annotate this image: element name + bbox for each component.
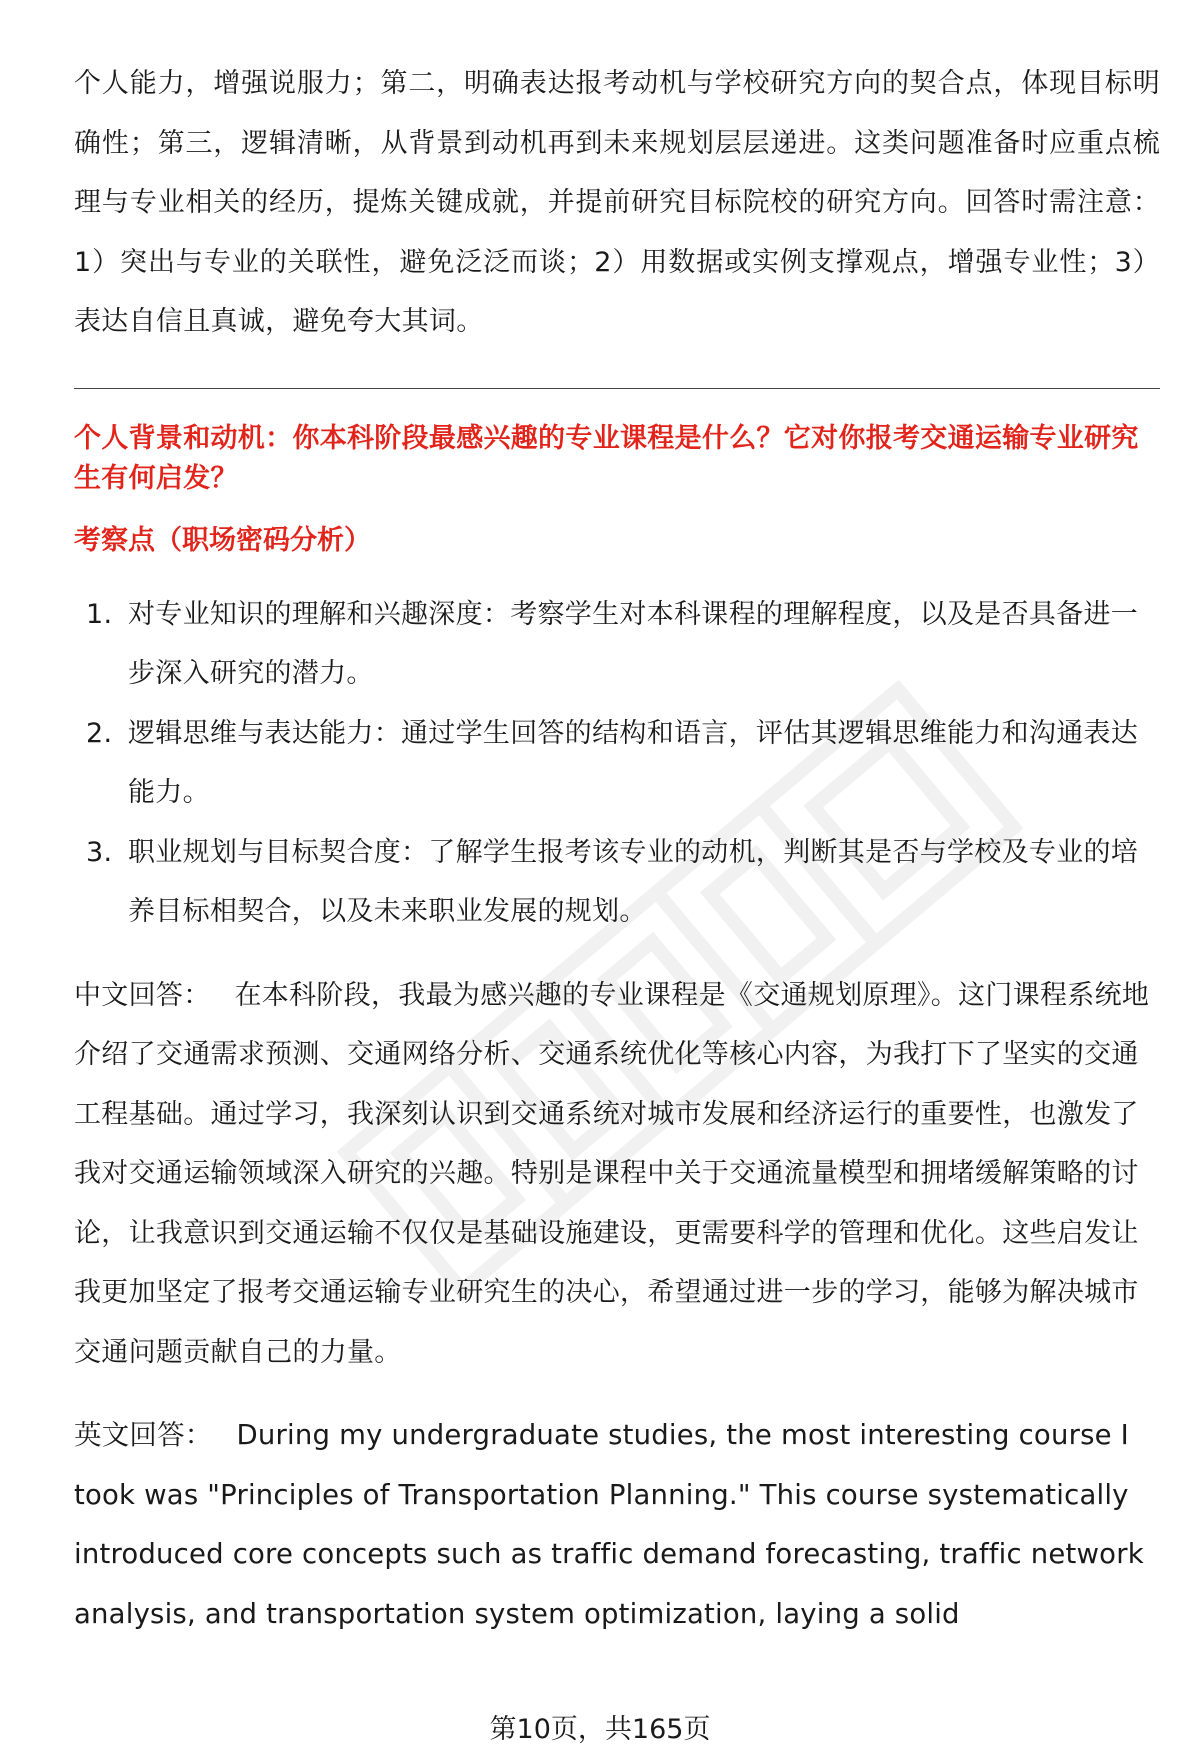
page-content (74, 54, 1160, 1644)
list-item (74, 585, 1160, 704)
list-item-text: 逻辑思维与表达能力：通过学生回答的结构和语言，评估其逻辑思维能力和沟通表达能力。 (128, 717, 1139, 808)
list-item-number: 2. (86, 717, 113, 749)
chinese-answer (74, 966, 1160, 1383)
assessment-title: 考察点（职场密码分析） (74, 524, 371, 556)
english-answer (74, 1406, 1160, 1644)
assessment-list (74, 585, 1160, 942)
list-item-number: 3. (86, 836, 113, 868)
list-item (74, 704, 1160, 823)
list-item-number: 1. (86, 598, 113, 630)
chinese-answer-label: 中文回答： (74, 979, 211, 1011)
intro-paragraph: 个人能力，增强说服力；第二，明确表达报考动机与学校研究方向的契合点，体现目标明确性；第三，逻辑清晰，从背景到动机再到未来规划层层递进。这类问题准备时应重点梳理与专业相关的经历，提炼关键成就，并提前研究目标院校的研究方向。回答时需注意：1）突出与专业的关联性，避免泛泛而谈；2）用数据或实例支撑观点，增强专业性；3）表达自信且真诚，避免夸大其词。 (74, 68, 1160, 337)
chinese-answer-text: 在本科阶段，我最为感兴趣的专业课程是《交通规划原理》。这门课程系统地介绍了交通需求预测、交通网络分析、交通系统优化等核心内容，为我打下了坚实的交通工程基础。通过学习，我深刻认识到交通系统对城市发展和经济运行的重要性，也激发了我对交通运输领域深入研究的兴趣。特别是课程中关于交通流量模型和拥堵缓解策略的讨论，让我意识到交通运输不仅仅是基础设施建设，更需要科学的管理和优化。这些启发让我更加坚定了报考交通运输专业研究生的决心，希望通过进一步的学习，能够为解决城市交通问题贡献自己的力量。 (74, 979, 1150, 1368)
list-item-text: 对专业知识的理解和兴趣深度：考察学生对本科课程的理解程度，以及是否具备进一步深入研究的潜力。 (128, 598, 1139, 689)
list-item-text: 职业规划与目标契合度：了解学生报考该专业的动机，判断其是否与学校及专业的培养目标相契合，以及未来职业发展的规划。 (128, 836, 1139, 927)
question-heading: 个人背景和动机：你本科阶段最感兴趣的专业课程是什么？它对你报考交通运输专业研究生有何启发？ (74, 422, 1139, 494)
page-number-footer: 第10页，共165页 (489, 1714, 711, 1745)
english-answer-text: During my undergraduate studies, the most interesting course I took was "Principles of Transportation Planning." This course systematically introduced core concepts such as traffic demand forecasting, traffic network analysis, and transportation system optimization, laying a solid (74, 1419, 1144, 1630)
list-item (74, 823, 1160, 942)
english-answer-label: 英文回答： (74, 1419, 213, 1451)
section-divider (74, 388, 1160, 389)
